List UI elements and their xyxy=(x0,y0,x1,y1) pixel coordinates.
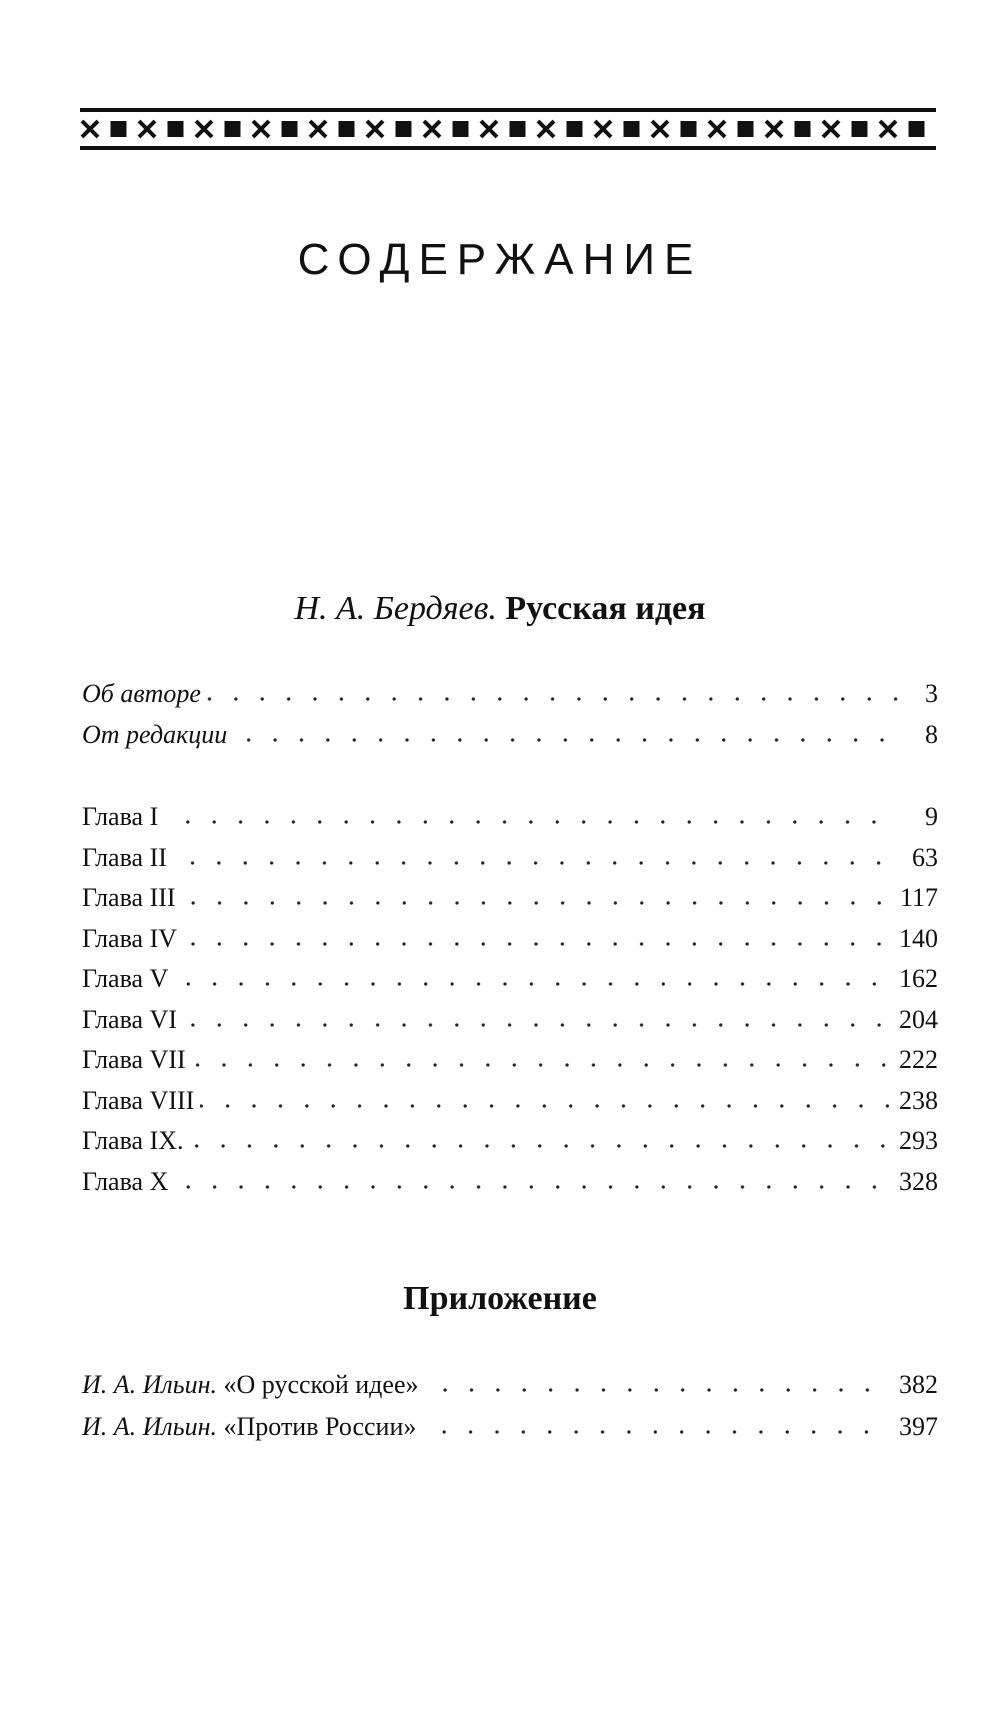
book-title: Русская идея xyxy=(505,590,706,627)
ornament-cross xyxy=(139,121,155,137)
ornament-cross xyxy=(538,121,554,137)
toc-entry[interactable] xyxy=(82,1364,938,1406)
toc-entry[interactable] xyxy=(82,715,938,756)
section-heading-book xyxy=(0,592,1000,626)
appendix-list xyxy=(82,1364,938,1448)
dot-leader xyxy=(164,801,898,827)
ornament-cross xyxy=(253,121,269,137)
ornament-square xyxy=(339,121,355,137)
ornament-cross xyxy=(595,121,611,137)
toc-entry[interactable] xyxy=(82,919,938,960)
page-title: СОДЕРЖАНИЕ xyxy=(297,235,703,284)
ornament-cross xyxy=(880,121,896,137)
toc-entry-page: 8 xyxy=(925,719,938,749)
toc-entry-page: 328 xyxy=(899,1166,938,1196)
dot-leader xyxy=(424,1369,889,1395)
toc-entry-page: 3 xyxy=(925,679,938,708)
toc-entry[interactable] xyxy=(82,1000,938,1041)
dot-leader xyxy=(174,963,889,989)
ornament-cross xyxy=(652,121,668,137)
toc-entry-page: 238 xyxy=(899,1085,938,1115)
dot-leader xyxy=(233,719,898,745)
toc-entry-page: 117 xyxy=(899,883,938,912)
ornament-square xyxy=(453,121,469,137)
ornamental-border xyxy=(80,108,936,150)
toc-entry-page: 140 xyxy=(899,923,938,953)
toc-entry-label: Глава I xyxy=(82,802,159,831)
ornament-square xyxy=(225,121,241,137)
toc-entry-page: 204 xyxy=(899,1004,938,1034)
ornament-square xyxy=(852,121,868,137)
dot-leader xyxy=(422,1411,889,1437)
ornament-cross xyxy=(709,121,725,137)
toc-entry-label: Глава II xyxy=(82,842,167,872)
ornament-cross xyxy=(82,121,98,137)
toc-entry-label xyxy=(82,1364,424,1406)
ornament-cross xyxy=(823,121,839,137)
toc-entry-page: 293 xyxy=(899,1126,938,1155)
dot-leader xyxy=(173,842,898,868)
ornament-cross xyxy=(424,121,440,137)
toc-entry-author: И. А. Ильин. xyxy=(82,1412,218,1441)
dot-leader xyxy=(182,882,890,908)
toc-entry-label: Глава IV xyxy=(82,923,177,953)
toc-entry-page: 162 xyxy=(899,964,938,993)
toc-entry[interactable] xyxy=(82,674,938,715)
ornament-square xyxy=(567,121,583,137)
toc-entry-label: Глава VIII xyxy=(82,1085,195,1115)
toc-entry-title: «О русской идее» xyxy=(223,1370,419,1399)
toc-entry-label xyxy=(82,1406,422,1448)
dot-leader xyxy=(174,1166,889,1192)
ornament-square xyxy=(510,121,526,137)
toc-entry-page: 9 xyxy=(925,802,938,831)
toc-entry[interactable] xyxy=(82,1121,938,1162)
dot-leader xyxy=(183,1004,889,1030)
dot-leader xyxy=(190,1125,890,1151)
toc-entry[interactable] xyxy=(82,838,938,879)
toc-entry-label: Глава X xyxy=(82,1166,169,1196)
toc-entry-page: 382 xyxy=(899,1370,938,1399)
ornament-square xyxy=(795,121,811,137)
toc-entry[interactable] xyxy=(82,959,938,1000)
dot-leader xyxy=(192,1044,889,1070)
toc-entry-label: От редакции xyxy=(82,719,228,749)
toc-entry-page: 397 xyxy=(899,1412,938,1441)
toc-entry-page: 222 xyxy=(899,1045,938,1074)
ornament-square xyxy=(396,121,412,137)
dot-leader xyxy=(207,678,898,704)
ornament-square xyxy=(168,121,184,137)
ornament-cross xyxy=(310,121,326,137)
toc-entry-label: Глава VII xyxy=(82,1045,186,1074)
ornament-square xyxy=(282,121,298,137)
section-heading-appendix: Приложение xyxy=(403,1280,597,1317)
toc-entry[interactable] xyxy=(82,797,938,838)
ornament-square xyxy=(738,121,754,137)
ornament-cross xyxy=(196,121,212,137)
ornament-cross xyxy=(481,121,497,137)
toc-entry[interactable] xyxy=(82,1040,938,1081)
toc-entry[interactable] xyxy=(82,878,938,919)
ornament-square xyxy=(111,121,127,137)
dot-leader xyxy=(183,923,889,949)
toc-entry-label: Глава IX. xyxy=(82,1126,184,1155)
toc-entry-label: Глава V xyxy=(82,964,169,993)
toc-entry[interactable] xyxy=(82,1162,938,1203)
ornament-square xyxy=(681,121,697,137)
toc-entry[interactable] xyxy=(82,1081,938,1122)
toc-entry-title: «Против России» xyxy=(223,1412,417,1441)
toc-entry[interactable] xyxy=(82,1406,938,1448)
dot-leader xyxy=(200,1085,889,1111)
ornament-cross xyxy=(367,121,383,137)
toc-entry-label: Об авторе xyxy=(82,679,201,708)
chapter-list xyxy=(82,797,938,1202)
book-author: Н. А. Бердяев. xyxy=(294,590,497,627)
toc-entry-page: 63 xyxy=(912,842,938,872)
ornament-cross xyxy=(766,121,782,137)
ornament-square xyxy=(624,121,640,137)
ornament-square xyxy=(909,121,925,137)
toc-entry-author: И. А. Ильин. xyxy=(82,1370,218,1399)
toc-entry-label: Глава VI xyxy=(82,1004,177,1034)
front-matter-list xyxy=(82,674,938,755)
toc-entry-label: Глава III xyxy=(82,883,176,912)
